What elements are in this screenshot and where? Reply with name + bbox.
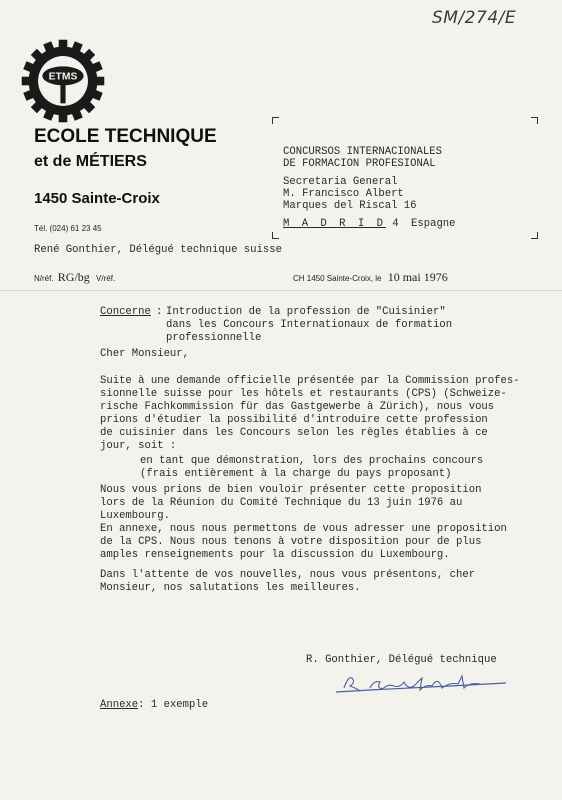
delegate-line: René Gonthier, Délégué technique suisse	[34, 244, 282, 256]
place-label: CH 1450 Sainte-Croix, le	[293, 274, 382, 283]
signer-name: R. Gonthier, Délégué technique	[306, 654, 497, 666]
paragraph-meeting	[100, 484, 540, 523]
recipient-org-line2: DE FORMACION PROFESIONAL	[283, 158, 436, 170]
paragraph-line: amples renseignements pour la discussion du Luxembourg.	[100, 549, 450, 561]
handwritten-signature	[330, 670, 510, 698]
subject-colon: :	[156, 306, 163, 318]
letter-date: 10 mai 1976	[387, 270, 448, 284]
vref-label: V/réf.	[96, 274, 116, 283]
paragraph-annex	[100, 523, 540, 562]
subject-line: professionnelle	[166, 332, 262, 344]
place-date-line	[293, 270, 448, 285]
paragraph-closing	[100, 569, 540, 595]
annex-line	[100, 699, 208, 712]
archive-reference: SM/274/E	[432, 8, 517, 28]
recipient-country: Espagne	[411, 218, 456, 230]
paragraph-line: En annexe, nous nous permettons de vous adresser une proposition	[100, 523, 507, 535]
recipient-org-line1: CONCURSOS INTERNACIONALES	[283, 146, 442, 158]
reference-line	[34, 270, 115, 285]
paragraph-line: Luxembourg.	[100, 510, 170, 522]
school-phone: Tél. (024) 61 23 45	[34, 224, 102, 233]
paragraph-line: Monsieur, nos salutations les meilleures.	[100, 582, 361, 594]
paragraph-line: Dans l'attente de vos nouvelles, nous vous présentons, cher	[100, 569, 476, 581]
paragraph-line: Nous vous prions de bien vouloir présenter cette proposition	[100, 484, 482, 496]
nref-label: N/réf.	[34, 274, 54, 283]
recipient-street: Marques del Riscal 16	[283, 200, 417, 212]
subject-label: Concerne	[100, 306, 151, 318]
indented-condition	[140, 455, 540, 481]
recipient-name: M. Francisco Albert	[283, 188, 404, 200]
paragraph-line: de la CPS. Nous nous tenons à votre disposition pour de plus	[100, 536, 482, 548]
paragraph-line: (frais entièrement à la charge du pays proposant)	[140, 468, 452, 480]
school-name: ECOLE TECHNIQUE	[34, 126, 217, 147]
nref-value: RG/bg	[57, 270, 90, 284]
paragraph-request	[100, 375, 540, 453]
address-window-corner	[272, 117, 279, 124]
recipient-city: M A D R I D	[283, 218, 386, 230]
address-window-corner	[272, 232, 279, 239]
address-window-corner	[531, 232, 538, 239]
subject-text	[166, 306, 526, 345]
paragraph-line: rische Fachkommission für das Gastgewerbe à Zürich), nous vous	[100, 401, 495, 413]
recipient-dept: Secretaria General	[283, 176, 398, 188]
logo-text: ETMS	[48, 71, 78, 83]
annex-value: 1 exemple	[150, 699, 209, 711]
salutation: Cher Monsieur,	[100, 348, 190, 360]
recipient-postal: 4	[392, 218, 399, 230]
paragraph-line: lors de la Réunion du Comité Technique du 13 juin 1976 au	[100, 497, 463, 509]
subject-line: dans les Concours Internationaux de formation	[166, 319, 453, 331]
annex-label: Annexe	[100, 699, 139, 711]
subject-line: Introduction de la profession de "Cuisinier"	[166, 306, 446, 318]
school-name-line2: et de MÉTIERS	[34, 153, 147, 170]
etms-gear-logo	[20, 38, 106, 124]
recipient-city-line	[283, 218, 456, 231]
paper-fold	[0, 290, 562, 291]
paragraph-line: prions d'étudier la possibilité d'introduire cette profession	[100, 414, 488, 426]
paragraph-line: de cuisinier dans les Concours selon les règles établies à ce	[100, 427, 488, 439]
paragraph-line: jour, soit :	[100, 440, 177, 452]
paragraph-line: Suite à une demande officielle présentée par la Commission profes-	[100, 375, 520, 387]
school-city: 1450 Sainte-Croix	[34, 190, 160, 207]
paragraph-line: en tant que démonstration, lors des prochains concours	[140, 455, 484, 467]
paragraph-line: sionnelle suisse pour les hôtels et restaurants (CPS) (Schweize-	[100, 388, 507, 400]
annex-colon: :	[138, 699, 151, 711]
address-window-corner	[531, 117, 538, 124]
